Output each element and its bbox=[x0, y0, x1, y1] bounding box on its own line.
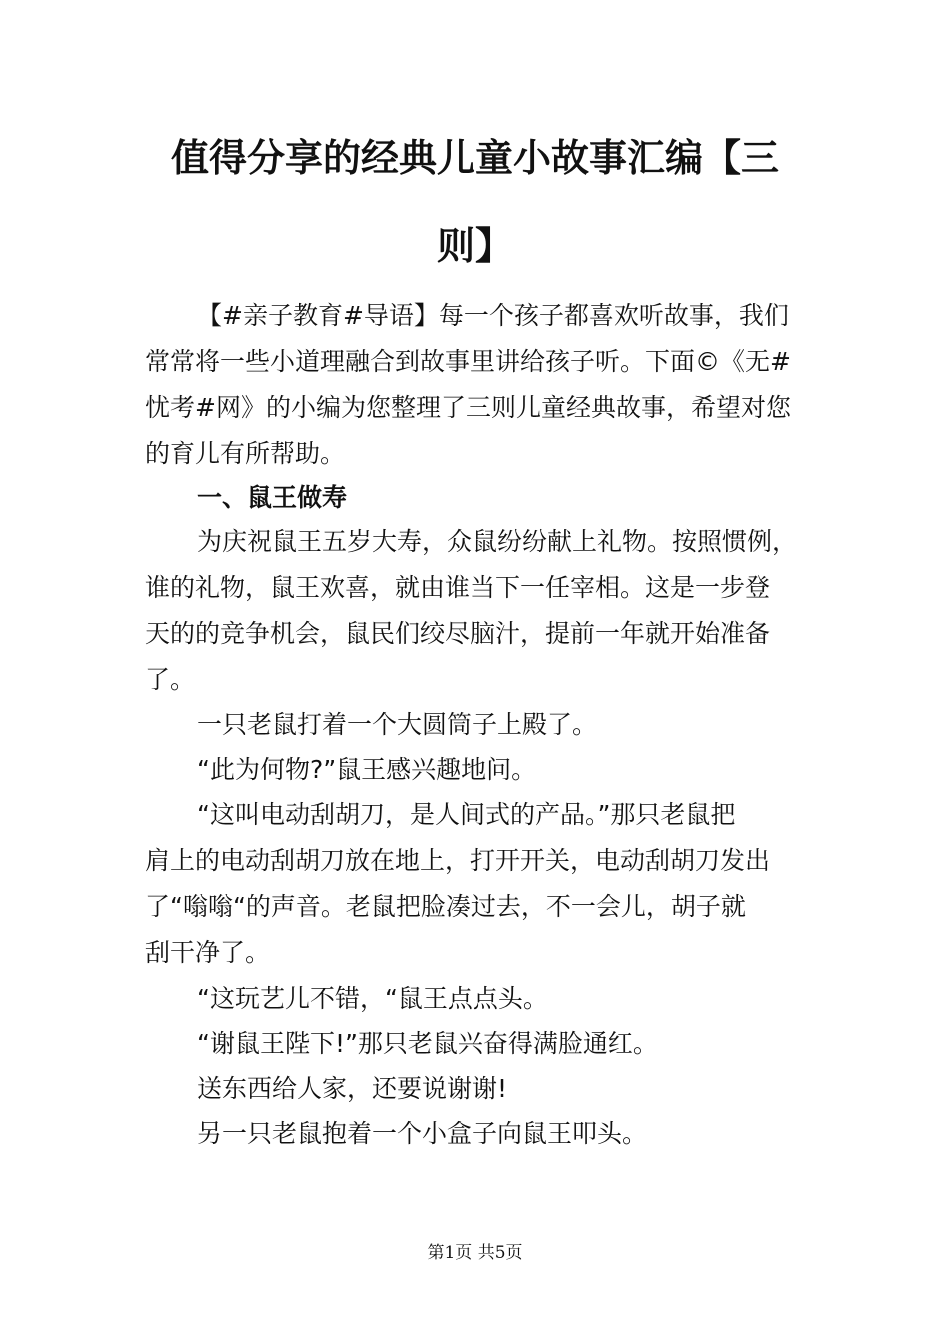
paragraph-3: “此为何物?”鼠王感兴趣地问。 bbox=[197, 755, 537, 784]
paragraph-8: 另一只老鼠抱着一个小盒子向鼠王叩头。 bbox=[197, 1119, 648, 1148]
intro-line-2: 常常将一些小道理融合到故事里讲给孩子听。下面©《无# bbox=[145, 347, 791, 376]
paragraph-1-line-4: 了。 bbox=[145, 665, 196, 694]
paragraph-4-line-1: “这叫电动刮胡刀，是人间式的产品。”那只老鼠把 bbox=[197, 800, 736, 829]
paragraph-7: 送东西给人家，还要说谢谢! bbox=[197, 1074, 508, 1103]
paragraph-1-line-2: 谁的礼物，鼠王欢喜，就由谁当下一任宰相。这是一步登 bbox=[145, 573, 771, 602]
paragraph-5: “这玩艺儿不错，“鼠王点点头。 bbox=[197, 984, 548, 1013]
page-number-footer: 第1页 共5页 bbox=[427, 1243, 523, 1263]
paragraph-6: “谢鼠王陛下!”那只老鼠兴奋得满脸通红。 bbox=[197, 1029, 658, 1058]
paragraph-1-line-1: 为庆祝鼠王五岁大寿，众鼠纷纷献上礼物。按照惯例， bbox=[197, 527, 798, 556]
paragraph-4-line-4: 刮干净了。 bbox=[145, 938, 271, 967]
paragraph-1-line-3: 天的的竞争机会，鼠民们绞尽脑汁，提前一年就开始准备 bbox=[145, 619, 771, 648]
intro-line-4: 的育儿有所帮助。 bbox=[145, 439, 346, 468]
paragraph-2: 一只老鼠打着一个大圆筒子上殿了。 bbox=[197, 710, 598, 739]
paragraph-4-line-2: 肩上的电动刮胡刀放在地上，打开开关，电动刮胡刀发出 bbox=[145, 846, 771, 875]
intro-line-3: 忧考#网》的小编为您整理了三则儿童经典故事，希望对您 bbox=[145, 393, 791, 422]
section-heading: 一、鼠王做寿 bbox=[197, 483, 348, 512]
document-title-line-1: 值得分享的经典儿童小故事汇编【三 bbox=[170, 135, 779, 180]
document-title-line-2: 则】 bbox=[436, 223, 513, 268]
paragraph-4-line-3: 了“嗡嗡“的声音。老鼠把脸凑过去，不一会儿，胡子就 bbox=[145, 892, 746, 921]
intro-line-1: 【#亲子教育#导语】每一个孩子都喜欢听故事，我们 bbox=[197, 301, 789, 330]
